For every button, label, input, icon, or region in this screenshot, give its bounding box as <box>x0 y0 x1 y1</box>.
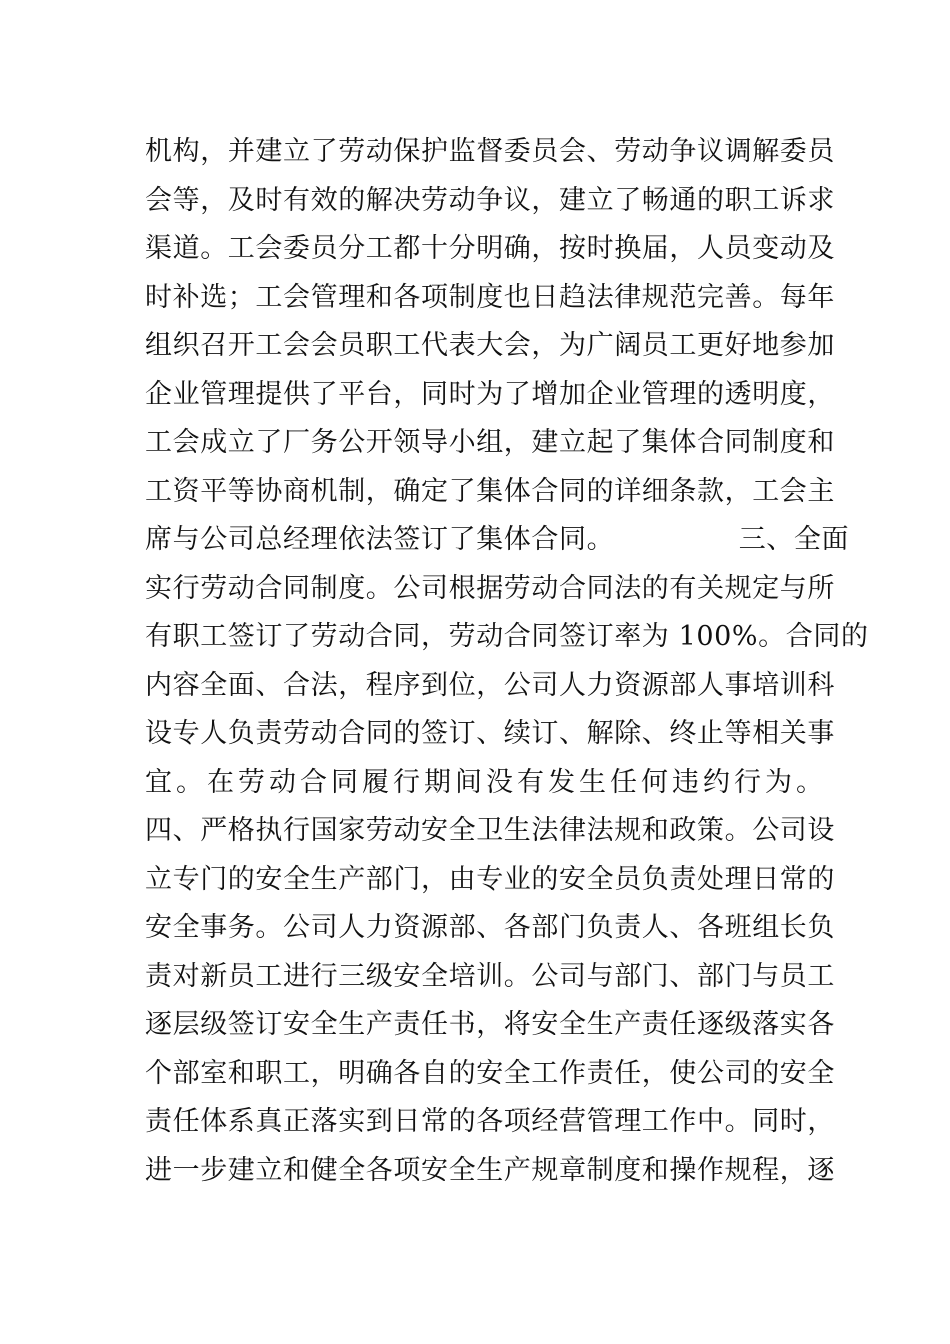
body-text <box>145 128 869 1195</box>
text-line: 个部室和职工，明确各自的安全工作责任，使公司的安全 <box>145 1057 835 1089</box>
text-line: 机构，并建立了劳动保护监督委员会、劳动争议调解委员 <box>145 136 835 167</box>
text-line: 工资平等协商机制，确定了集体合同的详细条款，工会主 <box>145 475 835 507</box>
text-line: 责对新员工进行三级安全培训。公司与部门、部门与员工 <box>145 960 835 992</box>
text-line: 席与公司总经理依法签订了集体合同。 三、全面 <box>145 524 850 555</box>
text-line: 时补选；工会管理和各项制度也日趋法律规范完善。每年 <box>145 281 835 313</box>
text-line: 渠道。工会委员分工都十分明确，按时换届，人员变动及 <box>145 233 835 264</box>
text-line: 进一步建立和健全各项安全生产规章制度和操作规程，逐 <box>145 1154 835 1186</box>
text-line: 组织召开工会会员职工代表大会，为广阔员工更好地参加 <box>145 330 835 361</box>
text-line: 实行劳动合同制度。公司根据劳动合同法的有关规定与所 <box>145 572 835 604</box>
text-line: 有职工签订了劳动合同，劳动合同签订率为 100%。合同的 <box>145 621 869 652</box>
text-line: 工会成立了厂务公开领导小组，建立起了集体合同制度和 <box>145 427 835 458</box>
text-line: 安全事务。公司人力资源部、各部门负责人、各班组长负 <box>145 912 835 943</box>
text-line: 设专人负责劳动合同的签订、续订、解除、终止等相关事 <box>145 718 835 749</box>
text-line: 企业管理提供了平台，同时为了增加企业管理的透明度， <box>145 378 835 410</box>
text-line: 会等，及时有效的解决劳动争议，建立了畅通的职工诉求 <box>145 184 835 216</box>
text-line: 内容全面、合法，程序到位，公司人力资源部人事培训科 <box>145 669 835 701</box>
text-line: 逐层级签订安全生产责任书，将安全生产责任逐级落实各 <box>145 1009 835 1040</box>
text-line: 立专门的安全生产部门，由专业的安全员负责处理日常的 <box>145 863 835 895</box>
text-line: 责任体系真正落实到日常的各项经营管理工作中。同时， <box>145 1106 835 1137</box>
text-line: 四、严格执行国家劳动安全卫生法律法规和政策。公司设 <box>145 815 835 846</box>
text-line: 宜。在劳动合同履行期间没有发生任何违约行为。 <box>145 766 827 798</box>
